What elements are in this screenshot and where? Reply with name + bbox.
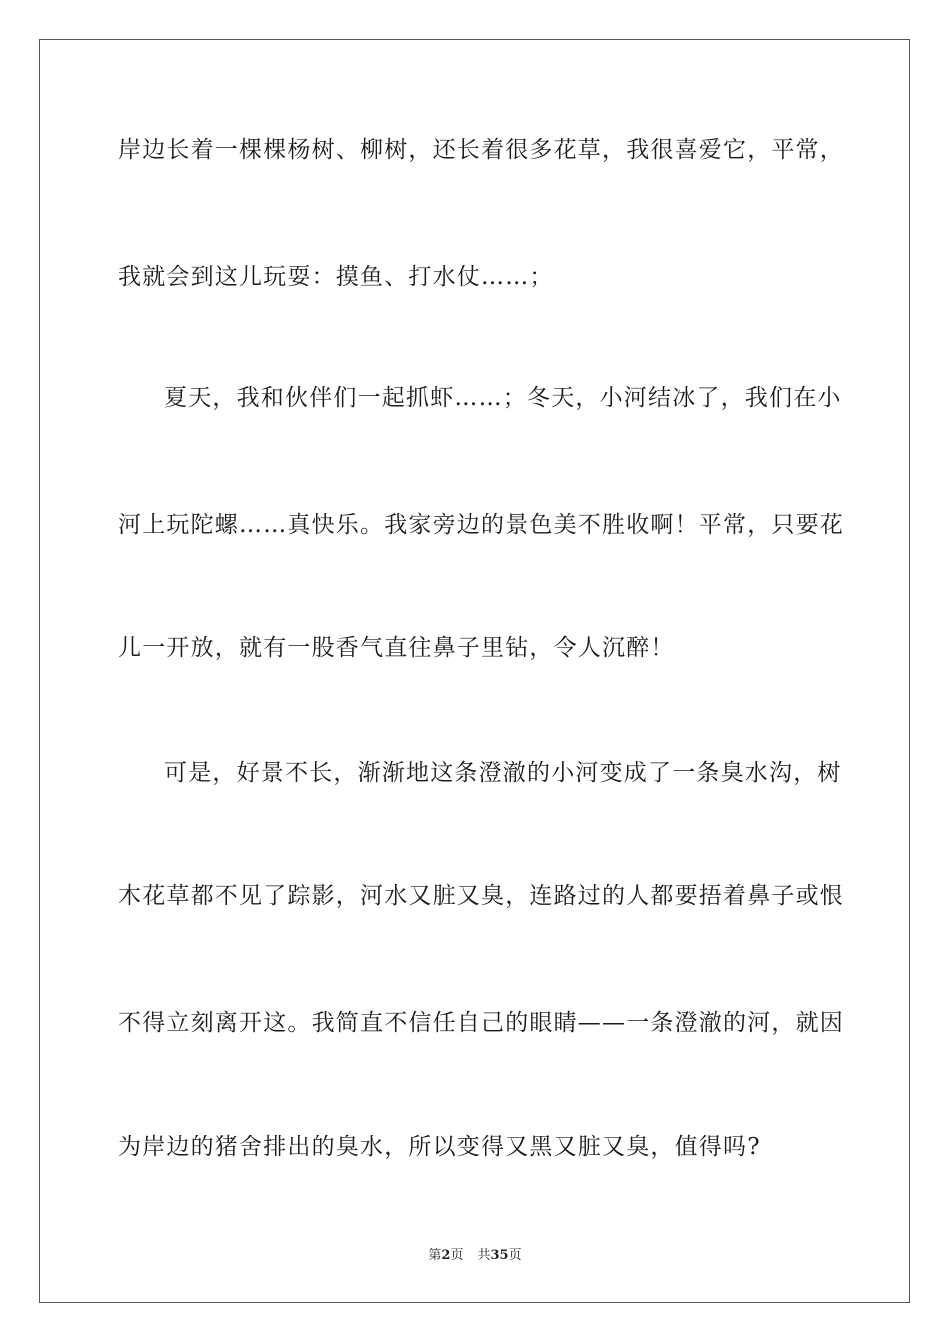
text-line-9: 为岸边的猪舍排出的臭水，所以变得又黑又脏又臭，值得吗? [118, 1134, 761, 1160]
total-suffix: 页 [508, 1248, 522, 1263]
text-line-2: 我就会到这儿玩耍：摸鱼、打水仗……； [118, 264, 554, 290]
page-footer [0, 1247, 950, 1265]
page-frame [39, 39, 910, 1303]
text-line-3: 夏天，我和伙伴们一起抓虾……；冬天，小河结冰了，我们在小 [164, 385, 842, 411]
text-line-4: 河上玩陀螺……真快乐。我家旁边的景色美不胜收啊！平常，只要花 [118, 512, 844, 538]
text-line-1: 岸边长着一棵棵杨树、柳树，还长着很多花草，我很喜爱它，平常， [118, 137, 844, 163]
page-prefix: 第 [428, 1248, 442, 1263]
text-line-8: 不得立刻离开这。我简直不信任自己的眼睛——一条澄澈的河，就因 [118, 1010, 844, 1036]
page-number: 2 [441, 1248, 451, 1263]
total-prefix: 共 [477, 1248, 491, 1263]
page-suffix: 页 [450, 1248, 464, 1263]
text-line-6: 可是，好景不长，渐渐地这条澄澈的小河变成了一条臭水沟，树 [164, 760, 842, 786]
text-line-7: 木花草都不见了踪影，河水又脏又臭，连路过的人都要捂着鼻子或恨 [118, 883, 844, 909]
total-pages: 35 [490, 1248, 509, 1263]
text-line-5: 儿一开放，就有一股香气直往鼻子里钻，令人沉醉！ [118, 635, 675, 661]
